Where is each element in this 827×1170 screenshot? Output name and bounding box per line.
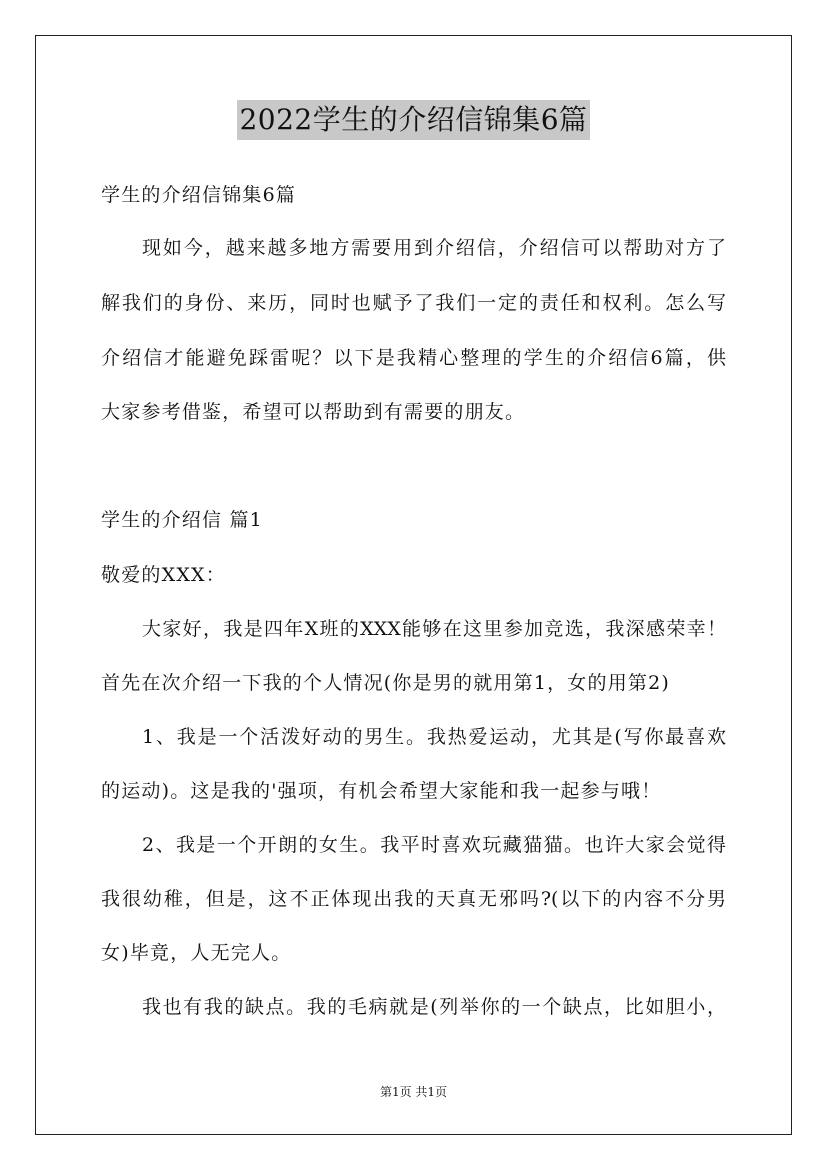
- paragraph-line: 我也有我的缺点。我的毛病就是(列举你的一个缺点，比如胆小，: [142, 996, 726, 1018]
- paragraph-line: 介绍信才能避免踩雷呢？以下是我精心整理的学生的介绍信6篇，供: [101, 347, 726, 369]
- salutation: 敬爱的XXX：: [101, 564, 226, 586]
- paragraph-line: 我很幼稚，但是，这不正体现出我的天真无邪吗?(以下的内容不分男: [101, 888, 726, 910]
- paragraph-line: 1、我是一个活泼好动的男生。我热爱运动，尤其是(写你最喜欢: [142, 726, 726, 748]
- paragraph-line: 首先在次介绍一下我的个人情况(你是男的就用第1，女的用第2): [101, 672, 671, 694]
- section-heading: 学生的介绍信 篇1: [101, 509, 263, 531]
- paragraph-line: 现如今，越来越多地方需要用到介绍信，介绍信可以帮助对方了: [142, 237, 726, 259]
- paragraph-line: 大家参考借鉴，希望可以帮助到有需要的朋友。: [101, 401, 526, 423]
- paragraph-line: 女)毕竟，人无完人。: [101, 942, 292, 964]
- page-number: 第1页 共1页: [379, 1085, 448, 1099]
- paragraph-line: 大家好，我是四年X班的XXX能够在这里参加竞选，我深感荣幸！: [142, 618, 726, 640]
- subtitle-line: 学生的介绍信锦集6篇: [101, 184, 297, 206]
- paragraph-line: 2、我是一个开朗的女生。我平时喜欢玩藏猫猫。也许大家会觉得: [142, 834, 726, 856]
- page-footer: [0, 1084, 827, 1100]
- paragraph-line: 的运动)。这是我的'强项，有机会希望大家能和我一起参与哦！: [101, 780, 662, 802]
- document-title: 2022学生的介绍信锦集6篇: [237, 100, 589, 140]
- paragraph-line: 解我们的身份、来历，同时也赋予了我们一定的责任和权利。怎么写: [101, 292, 726, 314]
- title-wrap: [0, 100, 827, 140]
